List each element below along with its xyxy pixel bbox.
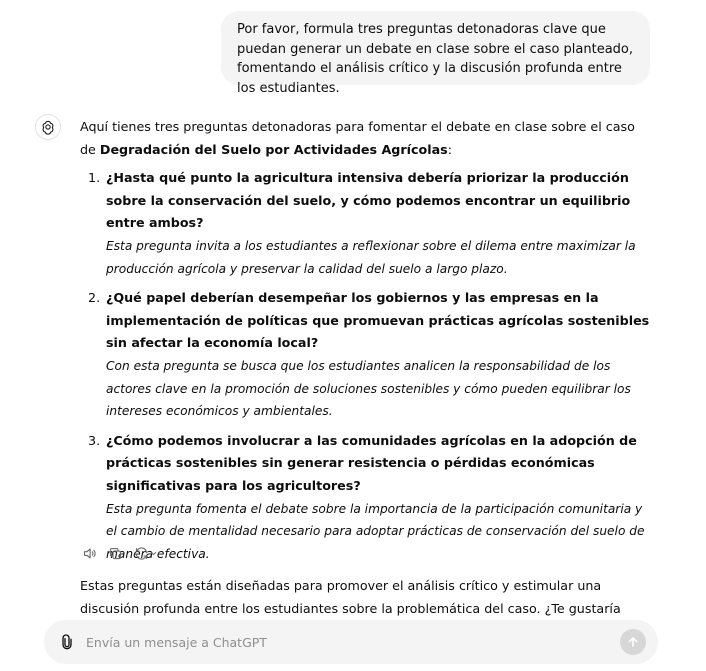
questions-list: [80, 167, 652, 565]
speaker-icon: [82, 546, 97, 561]
list-number: 1.: [88, 170, 101, 186]
question-description: Con esta pregunta se busca que los estudiantes analicen la responsabilidad de los actores clave en la promoción de soluciones sostenibles y cómo pueden equilibrar los intereses económicos y ambientales.: [106, 358, 631, 419]
intro-bold-case-title: Degradación del Suelo por Actividades Agrícolas: [99, 141, 448, 157]
message-input[interactable]: [86, 632, 606, 652]
list-number: 3.: [88, 432, 101, 448]
send-button[interactable]: [620, 629, 646, 655]
attach-button[interactable]: [56, 631, 78, 653]
intro-text: Aquí tienes tres preguntas detonadoras para fomentar el debate en clase sobre el caso de: [80, 119, 635, 157]
arrow-up-icon: [626, 635, 640, 649]
regenerate-icon: [134, 546, 149, 561]
assistant-intro: [80, 116, 652, 161]
read-aloud-button[interactable]: [80, 544, 98, 562]
list-number: 2.: [88, 290, 101, 306]
intro-end: :: [447, 141, 452, 157]
copy-button[interactable]: [106, 544, 124, 562]
question-description: Esta pregunta fomenta el debate sobre la importancia de la participación comunitaria y el cambio de mentalidad necesario para adoptar prácticas de conservación del suelo de manera efectiva.: [106, 501, 645, 561]
assistant-message: [80, 116, 652, 643]
user-message-bubble: [221, 11, 650, 96]
message-actions: [80, 544, 160, 562]
assistant-avatar: [35, 114, 61, 140]
regenerate-button[interactable]: [132, 544, 160, 562]
message-composer: [44, 620, 658, 664]
list-item: [80, 287, 652, 423]
list-item: [80, 167, 652, 280]
chevron-down-icon: [149, 549, 158, 558]
question-text: ¿Hasta qué punto la agricultura intensiva debería priorizar la producción sobre la conservación del suelo, y cómo podemos encontrar un equilibrio entre ambos?: [106, 170, 631, 231]
paperclip-icon: [59, 634, 75, 650]
list-item: [80, 430, 652, 566]
question-description: Esta pregunta invita a los estudiantes a reflexionar sobre el dilema entre maximizar la producción agrícola y preservar la calidad del suelo a largo plazo.: [106, 238, 636, 276]
openai-logo-icon: [40, 119, 56, 135]
assistant-outro: Estas preguntas están diseñadas para promover el análisis crítico y estimular una discusión profunda entre los estudiantes sobre la problemática del caso. ¿Te gustaría: [80, 578, 621, 616]
question-text: ¿Qué papel deberían desempeñar los gobiernos y las empresas en la implementación de políticas que promuevan prácticas agrícolas sostenibles sin afectar la economía local?: [106, 290, 650, 351]
user-message-text: Por favor, formula tres preguntas detonadoras clave que puedan generar un debate en clase sobre el caso planteado, fomentando el análisis crítico y la discusión profunda entre los estudiantes.: [237, 22, 634, 96]
copy-icon: [108, 546, 123, 561]
question-text: ¿Cómo podemos involucrar a las comunidades agrícolas en la adopción de prácticas sostenibles sin generar resistencia o pérdidas económicas significativas para los agricultores?: [106, 432, 637, 493]
